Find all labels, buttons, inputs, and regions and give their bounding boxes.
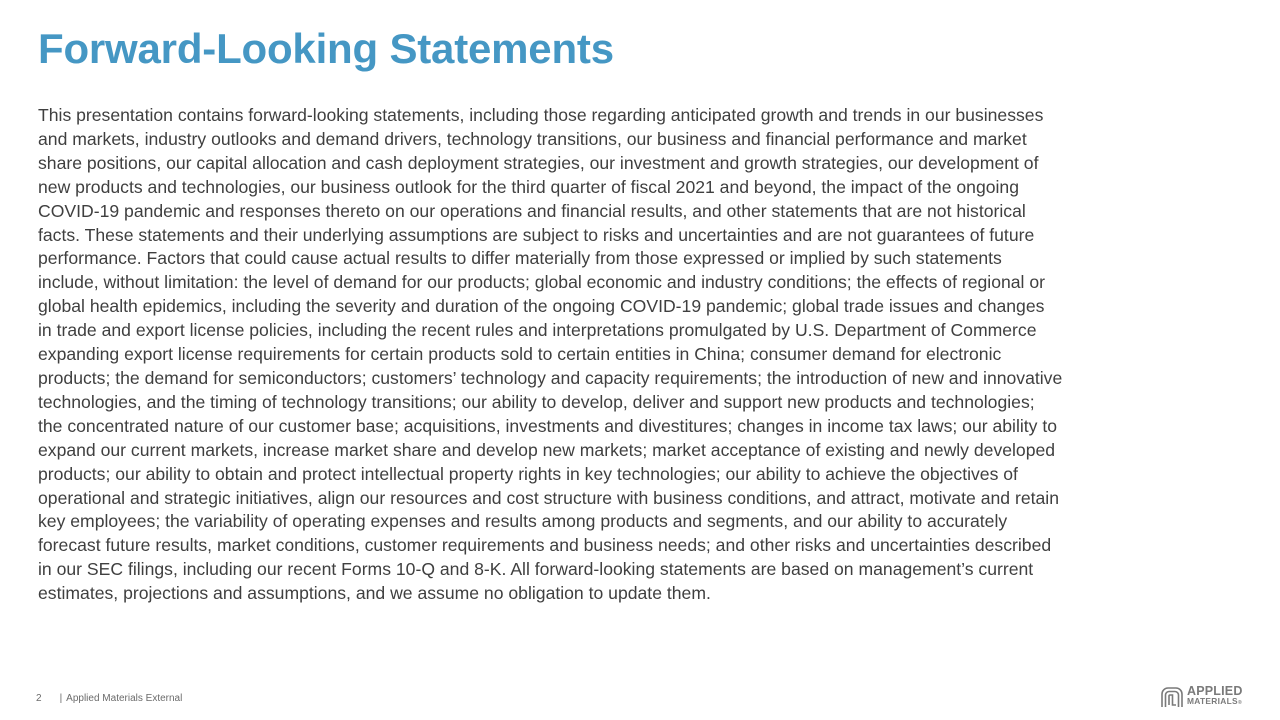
- logo-materials-text: MATERIALS: [1187, 696, 1238, 706]
- body-line: performance. Factors that could cause actual results to differ materially from those expressed or implied by such statements: [38, 248, 1002, 269]
- body-line: and markets, industry outlooks and demand drivers, technology transitions, our business and financial performance and market: [38, 128, 1027, 149]
- logo-wordmark: [1187, 686, 1243, 708]
- body-line: new products and technologies, our business outlook for the third quarter of fiscal 2021 and beyond, the impact of the ongoing: [38, 176, 1019, 197]
- body-line: expand our current markets, increase market share and develop new markets; market acceptance of existing and newly developed: [38, 439, 1056, 460]
- body-line: facts. These statements and their underlying assumptions are subject to risks and uncertainties and are not guarantees of future: [38, 224, 1035, 245]
- body-line: expanding export license requirements for certain products sold to certain entities in China; consumer demand for electronic: [38, 344, 1002, 365]
- page-number: 2: [36, 693, 42, 704]
- body-line: estimates, projections and assumptions, and we assume no obligation to update them.: [38, 583, 711, 604]
- body-line: in our SEC filings, including our recent Forms 10-Q and 8-K. All forward-looking statements are based on management’s current: [38, 559, 1034, 580]
- body-line: share positions, our capital allocation and cash deployment strategies, our investment and growth strategies, our development of: [38, 152, 1039, 173]
- logo-line-materials: [1187, 696, 1243, 708]
- logo-line-applied: APPLIED: [1187, 684, 1243, 698]
- registered-mark: ®: [1237, 700, 1242, 706]
- body-line: COVID-19 pandemic and responses thereto on our operations and financial results, and other statements that are not historical: [38, 200, 1026, 221]
- body-line: key employees; the variability of operating expenses and results among products and segments, and our ability to accurately: [38, 511, 1008, 532]
- body-line: technologies, and the timing of technology transitions; our ability to develop, deliver and support new products and technologies;: [38, 391, 1035, 412]
- body-line: products; the demand for semiconductors; customers’ technology and capacity requirements; the introduction of new and innovative: [38, 367, 1063, 388]
- slide-footer: [36, 692, 182, 706]
- applied-materials-logo: [1160, 686, 1243, 708]
- body-line: products; our ability to obtain and protect intellectual property rights in key technologies; our ability to achieve the objectives of: [38, 463, 1018, 484]
- body-line: include, without limitation: the level of demand for our products; global economic and industry conditions; the effects of regional or: [38, 272, 1046, 293]
- body-line: in trade and export license policies, including the recent rules and interpretations promulgated by U.S. Department of Commerce: [38, 320, 1037, 341]
- footer-separator: |: [59, 693, 63, 704]
- body-line: global health epidemics, including the severity and duration of the ongoing COVID-19 pandemic; global trade issues and changes: [38, 296, 1045, 317]
- body-line: operational and strategic initiatives, align our resources and cost structure with business conditions, and attract, motivate and retain: [38, 487, 1059, 508]
- forward-looking-statements-body: [38, 104, 1258, 606]
- body-line: the concentrated nature of our customer base; acquisitions, investments and divestitures; changes in income tax laws; our ability to: [38, 415, 1058, 436]
- body-line: This presentation contains forward-looking statements, including those regarding anticipated growth and trends in our businesses: [38, 105, 1044, 125]
- body-line: forecast future results, market conditions, customer requirements and business needs; and other risks and uncertainties described: [38, 535, 1052, 556]
- slide-title: Forward-Looking Statements: [38, 25, 614, 72]
- classification-label: Applied Materials External: [66, 693, 183, 704]
- applied-materials-logo-icon: [1160, 686, 1184, 708]
